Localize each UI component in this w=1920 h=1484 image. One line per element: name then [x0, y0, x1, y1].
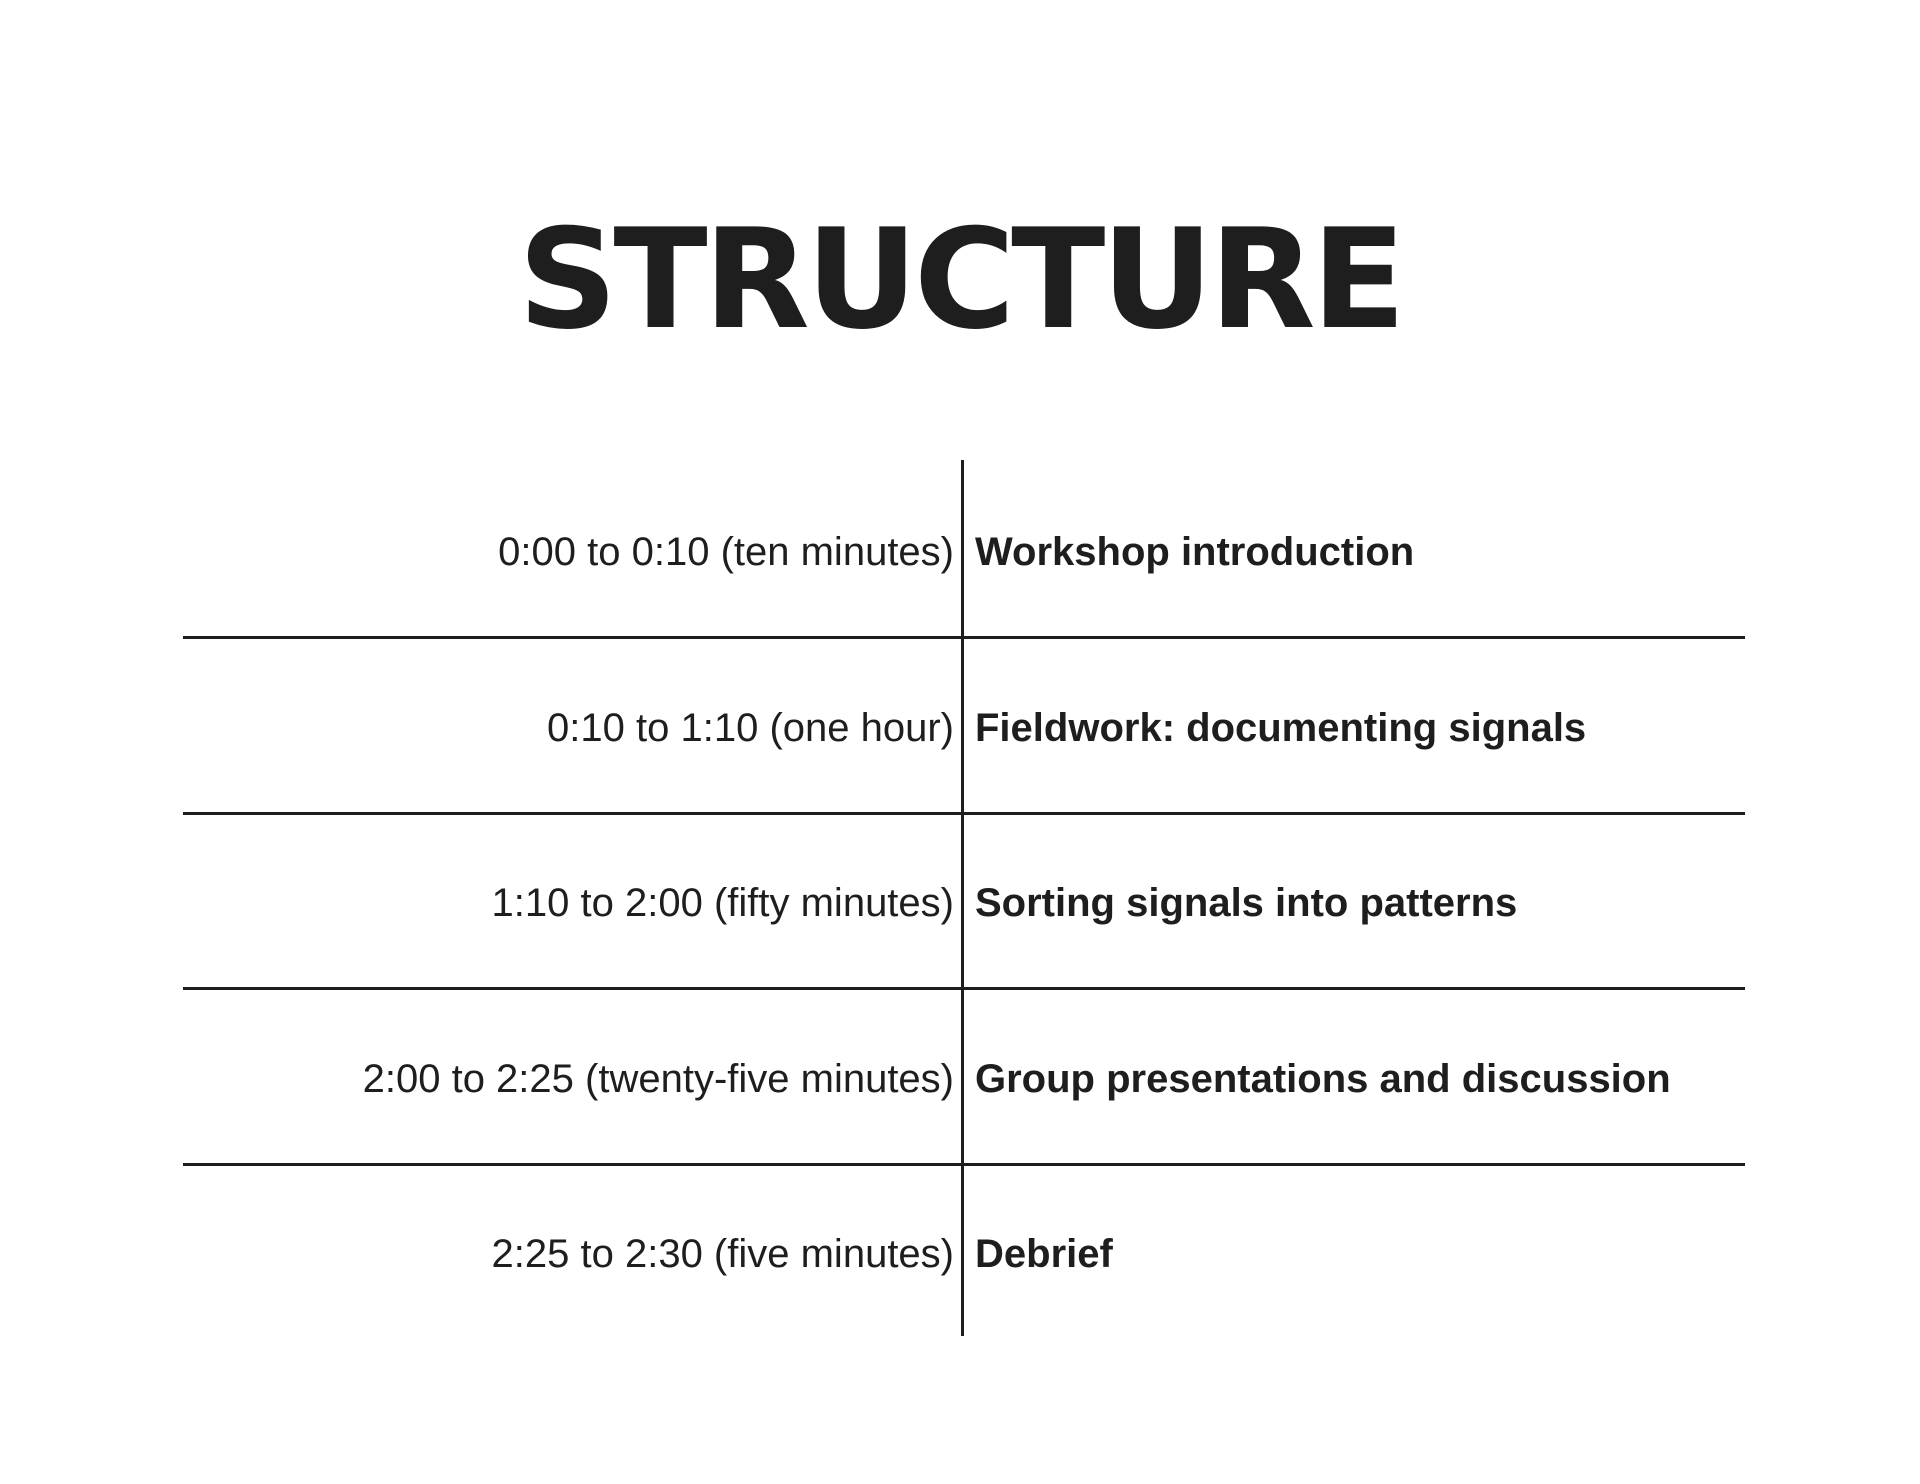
page-title: STRUCTURE — [518, 199, 1402, 360]
time-range: 0:00 to 0:10 (ten minutes) — [498, 530, 954, 574]
activity-name: Workshop introduction — [975, 530, 1415, 574]
schedule-row — [0, 1049, 1920, 1109]
activity-name: Group presentations and discussion — [975, 1057, 1671, 1101]
schedule-row — [0, 522, 1920, 582]
time-range: 0:10 to 1:10 (one hour) — [547, 706, 954, 750]
activity-name: Debrief — [975, 1232, 1113, 1276]
row-divider — [183, 987, 1745, 990]
schedule-row — [0, 698, 1920, 758]
time-range: 2:00 to 2:25 (twenty-five minutes) — [362, 1057, 954, 1101]
row-divider — [183, 812, 1745, 815]
activity-name: Sorting signals into patterns — [975, 881, 1518, 925]
time-range: 1:10 to 2:00 (fifty minutes) — [491, 881, 954, 925]
time-range: 2:25 to 2:30 (five minutes) — [491, 1232, 954, 1276]
activity-name: Fieldwork: documenting signals — [975, 706, 1587, 750]
row-divider — [183, 1163, 1745, 1166]
row-divider — [183, 636, 1745, 639]
schedule-row — [0, 873, 1920, 933]
schedule-row — [0, 1224, 1920, 1284]
